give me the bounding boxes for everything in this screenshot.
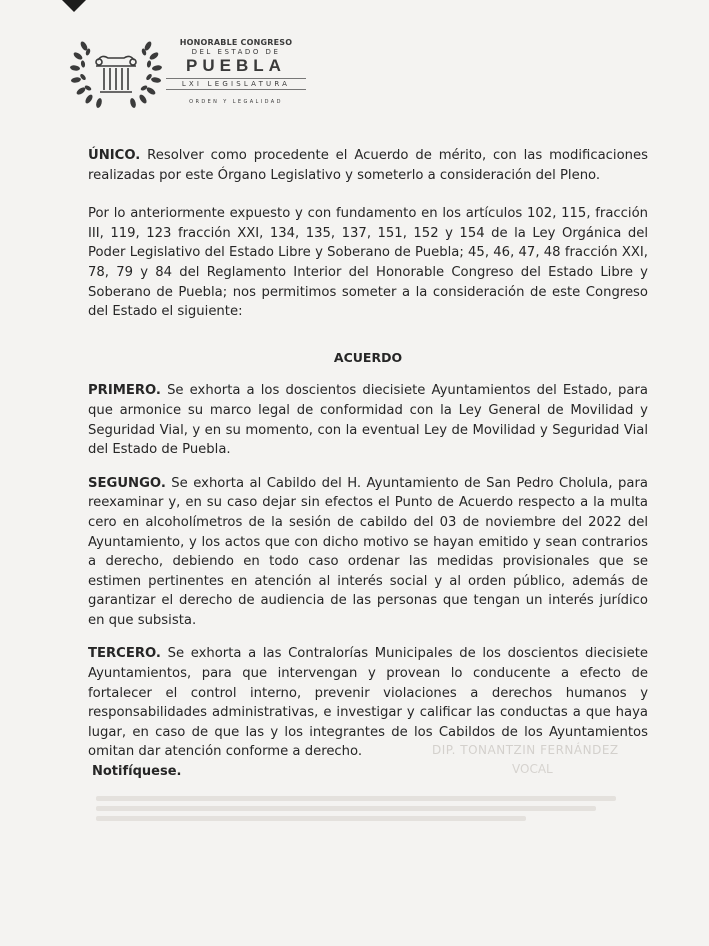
- bleed-through-line: [96, 806, 596, 811]
- heading-acuerdo: ACUERDO: [333, 349, 403, 365]
- text-tercero: Se exhorta a las Contralorías Municipales de los doscientos diecisiete Ayuntamientos, para que intervengan y provean lo conducente a efecto de fortalecer el control interno, prevenir violaciones a derechos humanos y responsabilidades administrativas, e investigar y calificar las conductas a que haya lugar, en caso de que las y los integrantes de los Cabildos de los Ayuntamientos omitan dar atención conforme a derecho.: [88, 646, 648, 760]
- paragraph-unico: [88, 146, 648, 185]
- congress-letterhead: [68, 30, 308, 126]
- text-unico: Resolver como procedente el Acuerdo de mérito, con las modificaciones realizadas por este Órgano Legislativo y someterlo a consideración del Pleno.: [88, 148, 648, 183]
- paragraph-preamble: Por lo anteriormente expuesto y con fundamento en los artículos 102, 115, fracción III, 119, 123 fracción XXI, 134, 135, 137, 151, 152 y 154 de la Ley Orgánica del Poder Legislativo del Estado Libre y Soberano de Puebla; 45, 46, 47, 48 fracción XXI, 78, 79 y 84 del Reglamento Interior del Honorable Congreso del Estado Libre y Soberano de Puebla; nos permitimos someter a la consideración de este Congreso del Estado el siguiente:: [88, 206, 648, 320]
- laurel-column-emblem-icon: [68, 30, 164, 120]
- bleed-through-signature-name: DIP. TONANTZIN FERNÁNDEZ: [432, 743, 619, 757]
- label-unico: ÚNICO.: [88, 148, 141, 163]
- letterhead-line-honorable: HONORABLE CONGRESO: [179, 38, 293, 47]
- corner-mark: [62, 0, 86, 12]
- label-segundo: SEGUNGO.: [88, 475, 166, 491]
- bleed-through-line: [96, 796, 616, 801]
- text-primero: Se exhorta a los doscientos diecisiete Ayuntamientos del Estado, para que armonice su marco legal de conformidad con la Ley General de Movilidad y Seguridad Vial, y en su momento, con la eventual Ley de Movilidad y Seguridad Vial del Estado de Puebla.: [88, 383, 648, 458]
- letterhead-line-legislatura: LXI LEGISLATURA: [166, 78, 306, 90]
- paragraph-segundo: [88, 474, 648, 631]
- letterhead-line-puebla: PUEBLA: [186, 56, 286, 75]
- bleed-through-line: [96, 816, 526, 821]
- letterhead-motto: ORDEN Y LEGALIDAD: [189, 99, 283, 105]
- letterhead-text: [166, 38, 306, 105]
- document-body: [88, 146, 648, 762]
- label-primero: PRIMERO.: [88, 383, 161, 399]
- bleed-through-signature-title: VOCAL: [512, 762, 553, 776]
- letterhead-line-estado: DEL ESTADO DE: [191, 48, 281, 56]
- paragraph-primero: [88, 381, 648, 459]
- text-segundo: Se exhorta al Cabildo del H. Ayuntamiento de San Pedro Cholula, para reexaminar y, en su caso dejar sin efectos el Punto de Acuerdo respecto a la multa cero en alcoholímetros de la sesión de cabildo del 03 de noviembre del 2022 del Ayuntamiento, y los actos que con dicho motivo se hayan emitido y sean contrarios a derecho, debiendo en todo caso ordenar las medidas provisionales que se estimen pertinentes en atención al interés social y al orden público, además de garantizar el derecho de audiencia de las personas que tengan un interés jurídico en que subsista.: [88, 475, 648, 628]
- label-tercero: TERCERO.: [88, 646, 161, 662]
- closing-notifiquese: Notifíquese.: [92, 764, 182, 779]
